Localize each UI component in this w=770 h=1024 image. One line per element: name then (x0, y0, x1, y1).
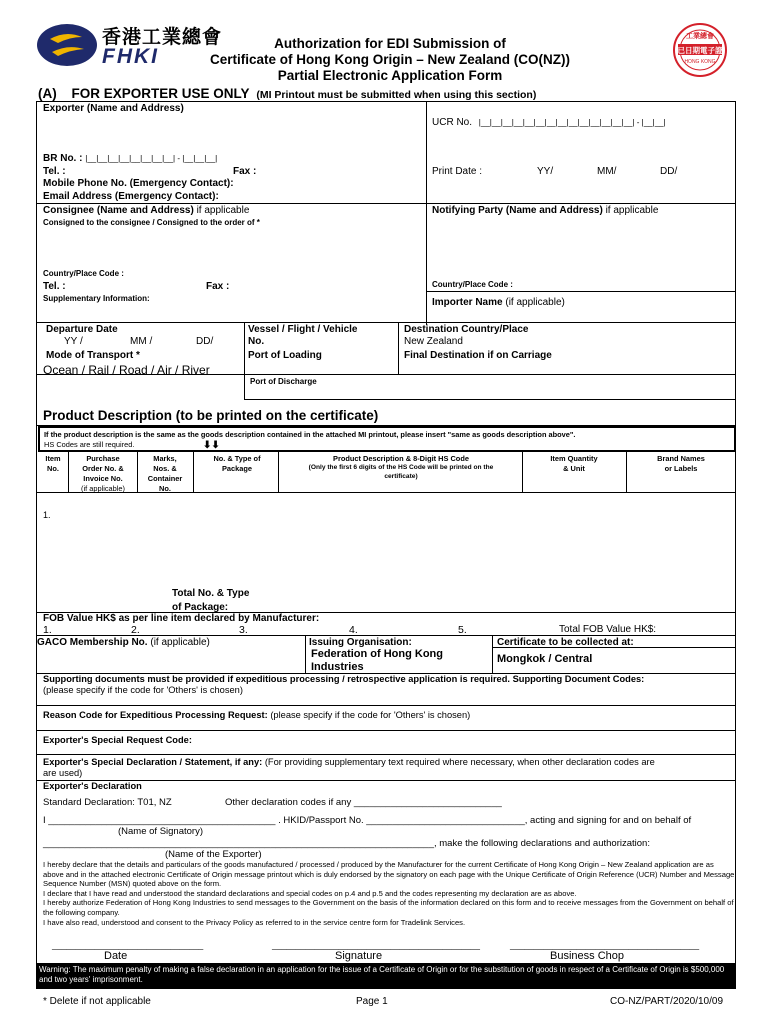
section-a-title (38, 86, 738, 101)
fob-total[interactable]: Total FOB Value HK$: (559, 624, 657, 635)
supplementary-info-field[interactable]: Supplementary Information: (43, 294, 150, 303)
seal-bottom-text: HONG KONG (684, 59, 716, 65)
chop-line[interactable]: ________________________________________ (510, 940, 700, 950)
issuing-org-value (311, 648, 443, 674)
print-date-yy[interactable]: YY/ (537, 166, 554, 177)
section-a-label: (A) (38, 86, 57, 101)
departure-mm[interactable]: MM / (130, 336, 153, 347)
consignee-fax-field[interactable]: Fax : (206, 281, 230, 292)
col-marks-line: Container (147, 474, 183, 483)
divider-line (36, 705, 736, 706)
product-item-1[interactable]: 1. (43, 510, 51, 520)
signature-label: Signature (335, 950, 383, 962)
print-date-mm[interactable]: MM/ (597, 166, 617, 177)
divider-line (36, 730, 736, 731)
form-frame (36, 101, 736, 989)
port-discharge-label: Port of Discharge (250, 377, 317, 386)
reason-code-field[interactable] (43, 710, 470, 720)
divider-vertical (68, 452, 69, 492)
col-item-line: Item (45, 454, 61, 463)
divider-vertical (193, 452, 194, 492)
col-purchase (70, 454, 136, 494)
reason-code-label: Reason Code for Expeditious Processing Request: (43, 710, 268, 720)
col-description-note: certificate) (384, 473, 418, 480)
divider-line (36, 203, 736, 204)
col-purchase-line: Invoice No. (83, 474, 123, 483)
mode-transport-label: Mode of Transport * (46, 350, 140, 361)
departure-date-label: Departure Date (46, 324, 118, 335)
col-purchase-line: Purchase (86, 454, 120, 463)
col-brand-line: or Labels (664, 464, 698, 473)
print-date-label: Print Date : (432, 166, 483, 177)
divider-line (244, 399, 736, 400)
importer-suffix: (if applicable) (505, 297, 565, 308)
special-declaration-label: Exporter's Special Declaration / Statement, if any: (43, 757, 263, 767)
other-declaration-codes[interactable]: Other declaration codes if any ____________________________ (225, 797, 502, 808)
gaco-label[interactable] (37, 637, 210, 648)
fob-item-5[interactable]: 5. (458, 624, 467, 636)
divider-vertical (244, 322, 245, 400)
departure-yy[interactable]: YY / (64, 336, 83, 347)
supporting-docs-note: (please specify if the code for 'Others' is chosen) (43, 685, 243, 695)
declaration-paragraph: I declare that I have read and understood the standard declarations and special codes on p.4 and p.5 and the codes representing my declaration are as above. (43, 888, 577, 898)
col-package-line: No. & Type of (213, 454, 261, 463)
notify-label-text: Notifying Party (Name and Address) (432, 205, 603, 216)
fob-item-2[interactable]: 2. (131, 624, 140, 636)
gaco-label-text: GACO Membership No. (37, 637, 148, 648)
vessel-label-line-1: Vessel / Flight / Vehicle (248, 324, 358, 335)
vessel-label-line-2: No. (248, 336, 265, 347)
signatory-name-caption: (Name of Signatory) (118, 826, 204, 837)
special-declaration-note: (For providing supplementary text required where necessary, when other declaration codes are (264, 757, 655, 767)
exporter-fax-field[interactable]: Fax : (233, 166, 257, 177)
divider-line (36, 374, 736, 375)
business-chop-label: Business Chop (550, 950, 624, 962)
col-description (282, 454, 520, 481)
date-label: Date (104, 950, 128, 962)
departure-dd[interactable]: DD/ (196, 336, 214, 347)
product-note-line-2: HS Codes are still required. (44, 440, 135, 449)
col-marks (138, 454, 192, 494)
issuing-org-line: Federation of Hong Kong (311, 648, 443, 660)
divider-line (426, 291, 736, 292)
arrow-icon: ⬇⬇ (203, 440, 220, 451)
exporter-label: Exporter (Name and Address) (43, 103, 184, 114)
divider-vertical (522, 452, 523, 492)
divider-vertical (137, 452, 138, 492)
consignee-suffix: if applicable (196, 205, 250, 216)
signature-line[interactable]: ____________________________________________ (272, 940, 481, 950)
seal-top-text: 工業總會 (686, 32, 714, 40)
col-description-title: Product Description & 8-Digit HS Code (333, 454, 469, 463)
divider-vertical (492, 635, 493, 673)
section-a-heading: FOR EXPORTER USE ONLY (71, 86, 250, 101)
ucr-label: UCR No. (432, 117, 473, 128)
penalty-warning-text: Warning: The maximum penalty of making a false declaration in an application for the issue of a Certificate of Origin or for the substitution of goods in respect of a Certificate of Origin is $500,000 and two years' imprisonment. (39, 965, 725, 984)
certification-seal (672, 22, 728, 78)
col-description-note: (Only the first 6 digits of the HS Code will be printed on the (308, 464, 494, 471)
product-note-box (38, 426, 736, 452)
section-a-note: (MI Printout must be submitted when using this section) (256, 89, 537, 101)
product-note-line-1: If the product description is the same as the goods description contained in the attached MI printout, please insert "same as goods description above". (44, 430, 576, 439)
declaration-paragraph: I have also read, understood and consent to the Privacy Policy as referred to in the service centre form for Tradelink Services. (43, 917, 466, 927)
divider-line (36, 635, 736, 636)
col-item (38, 454, 68, 474)
consigned-note[interactable]: Consigned to the consignee / Consigned to the order of * (43, 218, 260, 227)
seal-center-text: 已日期電子證 (677, 46, 723, 55)
consignee-tel-field[interactable]: Tel. : (43, 281, 66, 292)
divider-line (36, 492, 736, 493)
br-label: BR No. : (43, 153, 83, 164)
page-number: Page 1 (356, 996, 388, 1007)
col-marks-line: Marks, (153, 454, 177, 463)
title-line-3: Partial Electronic Application Form (277, 68, 503, 83)
issuing-org-line: Industries (311, 661, 364, 673)
destination-value: New Zealand (404, 336, 463, 347)
issuing-org-label: Issuing Organisation: (309, 637, 412, 648)
standard-declaration: Standard Declaration: T01, NZ (43, 797, 172, 808)
divider-vertical (278, 452, 279, 492)
signatory-line[interactable]: I ___________________________________________ . HKID/Passport No. ______________________________, acting and signing for and on behalf of (43, 815, 692, 826)
col-quantity-line: & Unit (563, 464, 585, 473)
col-marks-line: No. (159, 484, 171, 493)
title-line-2: Certificate of Hong Kong Origin – New Zealand (CO(NZ)) (209, 52, 570, 67)
col-purchase-line: Order No. & (82, 464, 124, 473)
fhki-chinese-name: 香港工業總會 (102, 26, 223, 48)
br-boxes: |__|__|__|__|__|__|__|__| - |__|__|__| (85, 154, 218, 163)
divider-line (36, 322, 736, 323)
form-code: CO-NZ/PART/2020/10/09 (610, 996, 724, 1007)
ucr-boxes: |__|__|__|__|__|__|__|__|__|__|__|__|__|__| - |__|__| (478, 118, 666, 127)
reason-code-note: (please specify if the code for 'Others' is chosen) (270, 710, 471, 720)
col-brand-line: Brand Names (657, 454, 705, 463)
divider-vertical (305, 635, 306, 673)
col-item-line: No. (47, 464, 59, 473)
penalty-warning (36, 963, 736, 988)
port-loading-label: Port of Loading (248, 350, 322, 361)
importer-name-field[interactable] (432, 297, 565, 308)
exporter-name-line[interactable]: __________________________________________________________________________, make the following declarations and authorization: (43, 838, 650, 849)
mode-transport-value[interactable]: Ocean / Rail / Road / Air / River (43, 363, 210, 377)
exporter-name-caption: (Name of the Exporter) (165, 849, 262, 860)
fob-item-4[interactable]: 4. (349, 624, 358, 636)
col-marks-line: Nos. & (153, 464, 177, 473)
fhki-logo-text: FHKI (102, 45, 159, 68)
declaration-paragraph: I hereby declare that the details and particulars of the goods manufactured / processed / produced by the Manufacturer for the current Certificate of Hong Kong Origin – New Zealand application are as above and in the attached electronic Certificate of Origin message printout which is duly endorsed by the signatory on each page with the Unique Certificate of Origin Reference (UCR) Number and Message Sequence Number (MSN) quoted above on the form. (43, 860, 735, 889)
col-package-line: Package (222, 464, 252, 473)
br-field[interactable] (43, 153, 217, 164)
supporting-docs-label: Supporting documents must be provided if expeditious processing / retrospective application is required. Supporting Document Codes: (43, 674, 645, 684)
divider-line (492, 647, 736, 648)
destination-label: Destination Country/Place (404, 324, 529, 335)
special-request-field[interactable]: Exporter's Special Request Code: (43, 735, 192, 745)
footer-note: * Delete if not applicable (43, 996, 151, 1007)
declaration-paragraphs (43, 860, 735, 927)
col-purchase-line: (if applicable) (81, 484, 125, 493)
form-title (170, 36, 610, 84)
col-quantity-line: Item Quantity (550, 454, 598, 463)
consignee-label-text: Consignee (Name and Address) (43, 205, 194, 216)
product-section-title: Product Description (to be printed on the certificate) (43, 408, 379, 423)
fob-item-3[interactable]: 3. (239, 624, 248, 636)
col-package (196, 454, 278, 474)
ucr-field[interactable] (432, 117, 666, 128)
declaration-paragraph: I hereby authorize Federation of Hong Kong Industries to send messages to the Government on the basis of the information declared on this form and to receive messages from the Government on behalf of the following company. (43, 898, 734, 917)
notify-suffix: if applicable (605, 205, 659, 216)
fhki-emblem-icon (36, 22, 98, 68)
final-destination-label: Final Destination if on Carriage (404, 350, 552, 361)
notify-label (432, 205, 658, 216)
importer-label: Importer Name (432, 297, 503, 308)
email-field[interactable]: Email Address (Emergency Contact): (43, 191, 219, 202)
notify-country-field[interactable]: Country/Place Code : (432, 280, 513, 289)
collect-label: Certificate to be collected at: (497, 637, 634, 648)
fob-label: FOB Value HK$ as per line item declared by Manufacturer: (43, 613, 320, 624)
total-package-line: of Package: (172, 602, 229, 613)
divider-vertical (626, 452, 627, 492)
fob-item-1[interactable]: 1. (43, 624, 52, 636)
print-date-dd[interactable]: DD/ (660, 166, 678, 177)
total-package-label (172, 587, 249, 615)
total-package-line: Total No. & Type (172, 588, 250, 599)
declaration-title: Exporter's Declaration (43, 781, 142, 791)
divider-vertical (398, 322, 399, 374)
mobile-field[interactable]: Mobile Phone No. (Emergency Contact): (43, 178, 234, 189)
exporter-tel-field[interactable]: Tel. : (43, 166, 66, 177)
gaco-suffix: (if applicable) (150, 637, 210, 648)
consignee-label (43, 205, 249, 216)
date-signature-line[interactable]: ________________________________ (52, 940, 204, 950)
collect-location[interactable]: Mongkok / Central (497, 653, 593, 665)
divider-line (36, 754, 736, 755)
col-quantity (524, 454, 624, 474)
special-declaration-field[interactable] (43, 757, 733, 779)
col-brand (628, 454, 734, 474)
vessel-label (248, 324, 358, 348)
consignee-country-field[interactable]: Country/Place Code : (43, 269, 124, 278)
title-line-1: Authorization for EDI Submission of (274, 36, 506, 51)
special-declaration-note: are used) (43, 768, 83, 778)
